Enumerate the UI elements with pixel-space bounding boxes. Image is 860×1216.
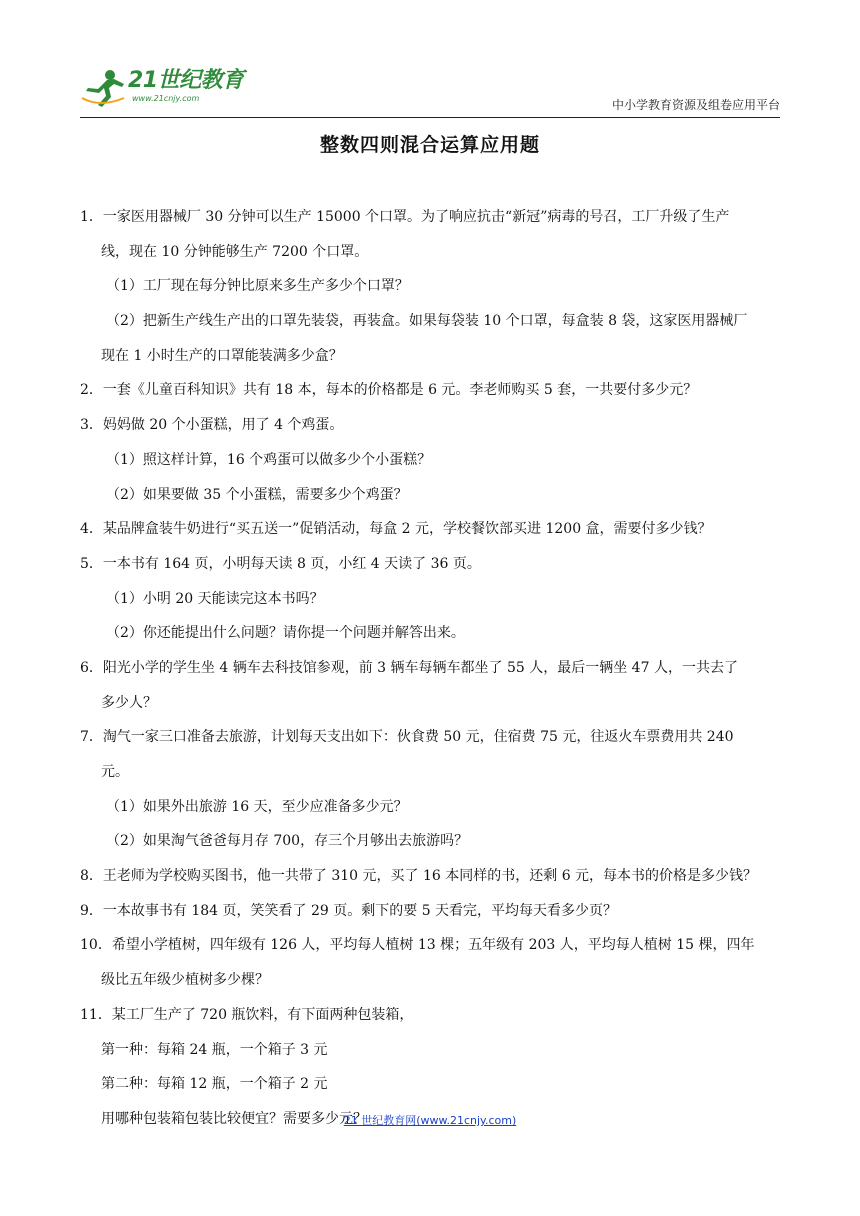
question-8: 8．王老师为学校购买图书，他一共带了 310 元，买了 16 本同样的书，还剩 6 元，每本书的价格是多少钱？ xyxy=(80,868,758,885)
question-5: 5．一本书有 164 页，小明每天读 8 页，小红 4 天读了 36 页。 xyxy=(80,555,481,572)
question-3-sub-1: （1）照这样计算，16 个鸡蛋可以做多少个小蛋糕？ xyxy=(106,451,432,468)
question-7-sub-2: （2）如果淘气爸爸每月存 700，存三个月够出去旅游吗？ xyxy=(106,833,469,850)
platform-name: 中小学教育资源及组卷应用平台 xyxy=(611,98,780,112)
runner-logo-icon xyxy=(80,68,126,108)
page-footer xyxy=(0,1112,860,1128)
site-logo[interactable] xyxy=(80,68,244,108)
question-2: 2．一套《儿童百科知识》共有 18 本，每本的价格都是 6 元。李老师购买 5 套，一共要付多少元？ xyxy=(80,382,698,399)
question-6-line-1: 6．阳光小学的学生坐 4 辆车去科技馆参观，前 3 辆车每辆车都坐了 55 人，最后一辆坐 47 人，一共去了 xyxy=(80,659,738,676)
question-7-line-1: 7．淘气一家三口准备去旅游，计划每天支出如下：伙食费 50 元，住宿费 75 元，往返火车票费用共 240 xyxy=(80,729,734,746)
question-10-line-1: 10．希望小学植树，四年级有 126 人，平均每人植树 13 棵；五年级有 203 人，平均每人植树 15 棵，四年 xyxy=(80,937,755,954)
question-5-sub-2: （2）你还能提出什么问题？请你提一个问题并解答出来。 xyxy=(106,625,465,642)
question-3: 3．妈妈做 20 个小蛋糕，用了 4 个鸡蛋。 xyxy=(80,417,344,434)
question-10-line-2: 级比五年级少植树多少棵？ xyxy=(101,972,269,989)
header-divider xyxy=(80,117,780,118)
question-11-option-1: 第一种：每箱 24 瓶，一个箱子 3 元 xyxy=(101,1041,328,1058)
question-5-sub-1: （1）小明 20 天能读完这本书吗？ xyxy=(106,590,324,607)
question-7-sub-1: （1）如果外出旅游 16 天，至少应准备多少元？ xyxy=(106,798,408,815)
question-11-option-2: 第二种：每箱 12 瓶，一个箱子 2 元 xyxy=(101,1076,328,1093)
question-6-line-2: 多少人？ xyxy=(101,694,157,711)
question-11-prompt: 用哪种包装箱包装比较便宜？需要多少元？ xyxy=(101,1110,367,1127)
question-1-sub-1: （1）工厂现在每分钟比原来多生产多少个口罩？ xyxy=(106,278,409,295)
logo-url: www.21cnjy.com xyxy=(132,94,200,103)
page-title: 整数四则混合运算应用题 xyxy=(319,134,540,156)
logo-wordmark: 21世纪教育 xyxy=(128,68,244,93)
question-7-line-2: 元。 xyxy=(101,764,129,780)
footer-link[interactable]: 21 世纪教育网(www.21cnjy.com) xyxy=(343,1114,517,1127)
question-1-sub-2-cont: 现在 1 小时生产的口罩能装满多少盒？ xyxy=(101,347,343,364)
question-list xyxy=(80,200,782,1137)
page-header xyxy=(80,64,780,116)
question-1-sub-2: （2）把新生产线生产出的口罩先装袋，再装盒。如果每袋装 10 个口罩，每盒装 8 袋，这家医用器械厂 xyxy=(106,313,748,330)
question-4: 4．某品牌盒装牛奶进行“买五送一”促销活动，每盒 2 元，学校餐饮部买进 1200 盒，需要付多少钱？ xyxy=(80,521,712,538)
question-1-line-2: 线，现在 10 分钟能够生产 7200 个口罩。 xyxy=(101,243,369,260)
question-9: 9．一本故事书有 184 页，笑笑看了 29 页。剩下的要 5 天看完，平均每天看多少页？ xyxy=(80,902,618,919)
question-1-line-1: 1．一家医用器械厂 30 分钟可以生产 15000 个口罩。为了响应抗击“新冠”病毒的号召，工厂升级了生产 xyxy=(80,209,730,225)
question-3-sub-2: （2）如果要做 35 个小蛋糕，需要多少个鸡蛋？ xyxy=(106,486,408,503)
question-11: 11．某工厂生产了 720 瓶饮料，有下面两种包装箱， xyxy=(80,1006,414,1023)
